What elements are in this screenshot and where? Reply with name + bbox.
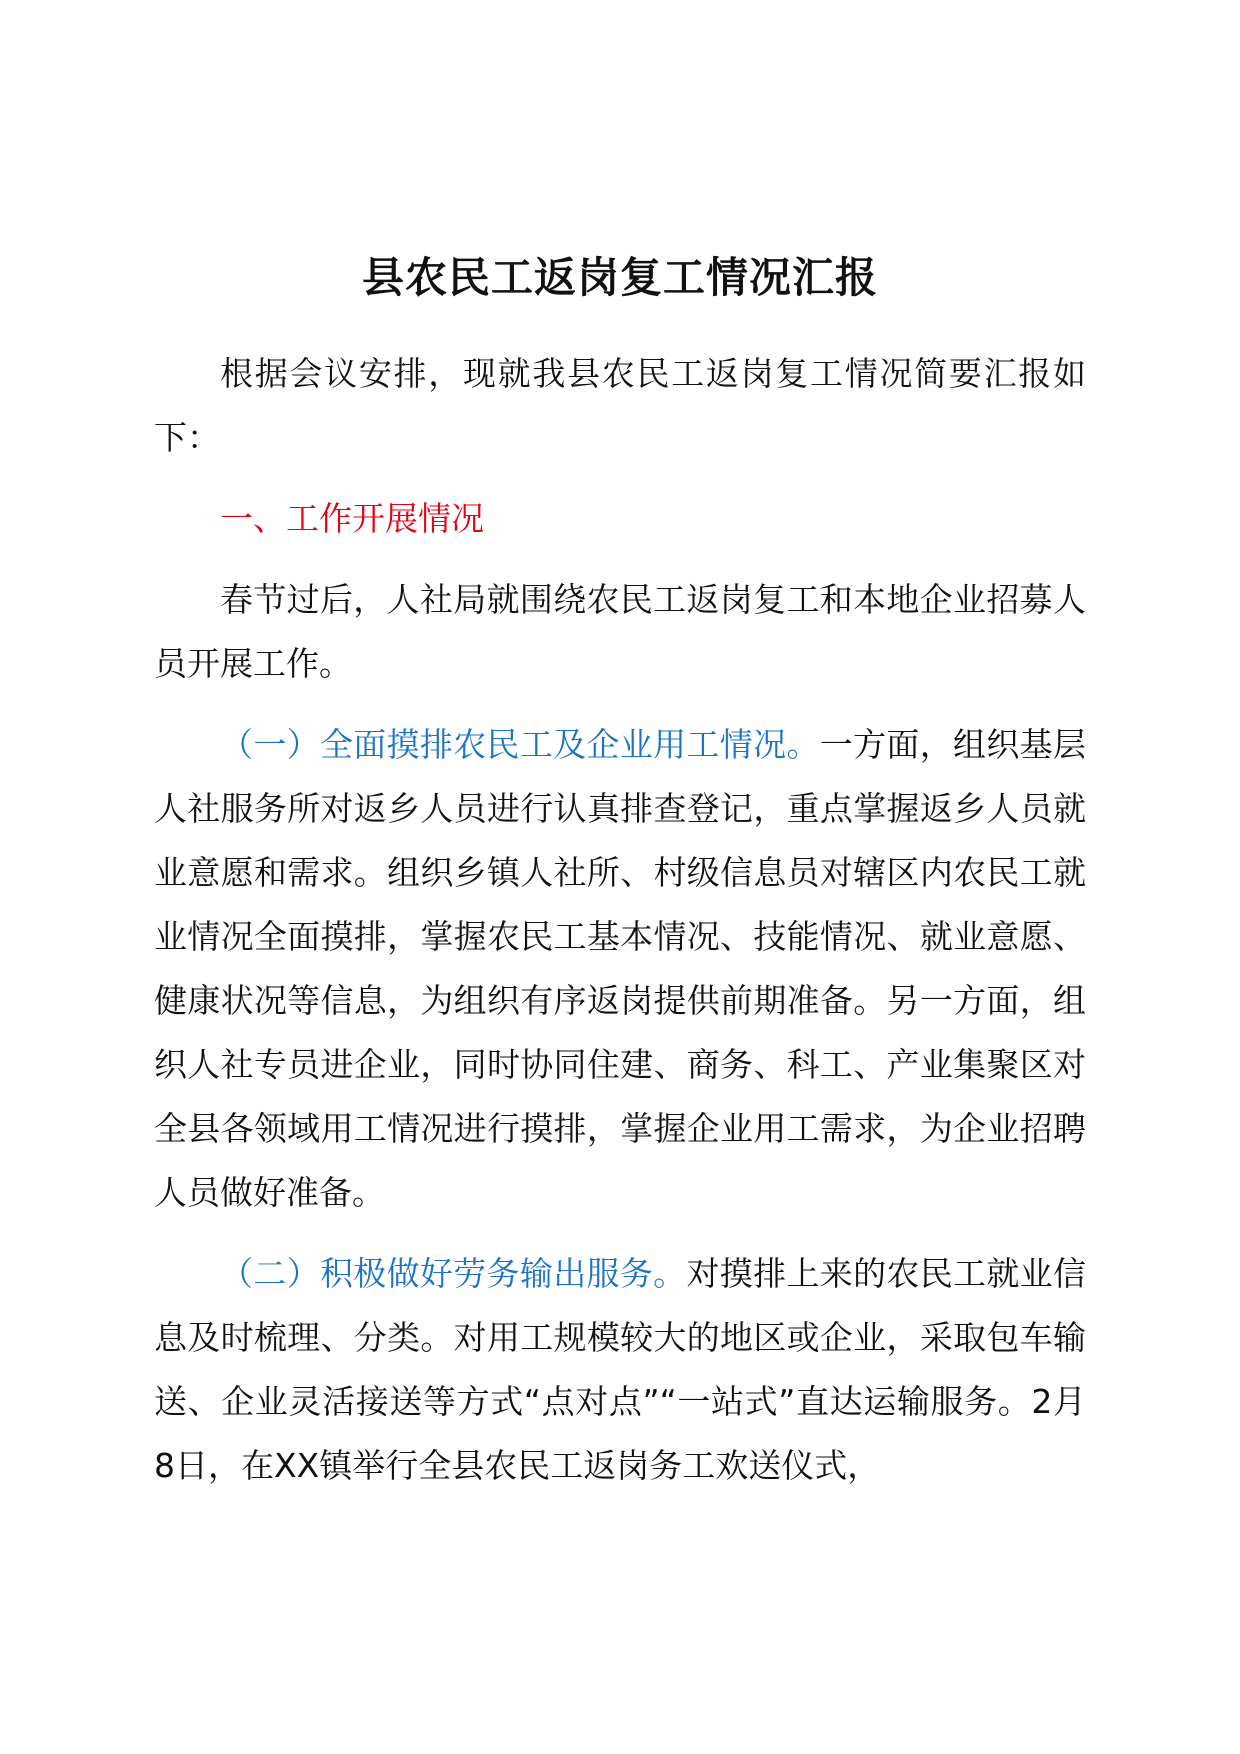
section-heading	[154, 487, 1086, 551]
item-body-2: 对摸排上来的农民工就业信息及时梳理、分类。对用工规模较大的地区或企业，采取包车输送、企业灵活接送等方式“点对点”“一站式”直达运输服务。2月8日，在XX镇举行全县农民工返岗务工欢送仪式，	[154, 1254, 1087, 1485]
document-body	[154, 342, 1086, 1498]
item-heading-2: （二）积极做好劳务输出服务。	[220, 1254, 687, 1293]
intro-paragraph: 根据会议安排，现就我县农民工返岗复工情况简要汇报如下：	[154, 354, 1086, 457]
item-paragraph-2	[154, 1242, 1086, 1498]
item-heading-1: （一）全面摸排农民工及企业用工情况。	[220, 725, 820, 764]
document-title: 县农民工返岗复工情况汇报	[361, 253, 878, 302]
item-paragraph-1	[154, 713, 1086, 1225]
section-summary-paragraph: 春节过后，人社局就围绕农民工返岗复工和本地企业招募人员开展工作。	[154, 580, 1086, 683]
section-heading-text: 一、工作开展情况	[220, 499, 484, 538]
item-body-1: 一方面，组织基层人社服务所对返乡人员进行认真排查登记，重点掌握返乡人员就业意愿和需求。组织乡镇人社所、村级信息员对辖区内农民工就业情况全面摸排，掌握农民工基本情况、技能情况、就业意愿、健康状况等信息，为组织有序返岗提供前期准备。另一方面，组织人社专员进企业，同时协同住建、商务、科工、产业集聚区对全县各领域用工情况进行摸排，掌握企业用工需求，为企业招聘人员做好准备。	[154, 725, 1087, 1212]
